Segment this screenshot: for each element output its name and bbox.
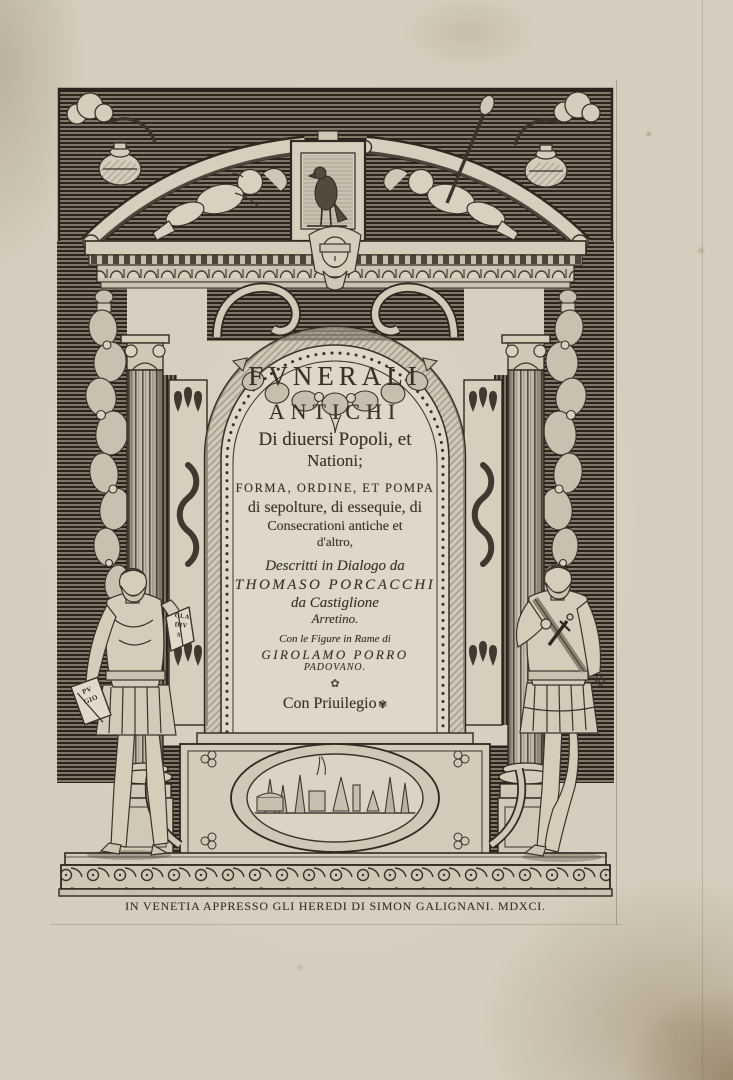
paper-fold-line <box>702 0 703 1080</box>
fleuron-ornament-icon: ✿ <box>330 676 340 690</box>
author-name: THOMASO PORCACCHI <box>234 576 436 593</box>
plate-mark-line <box>616 80 617 925</box>
pedestal <box>149 744 521 860</box>
theme-line-1: FORMA, ORDINE, ET POMPA <box>235 480 435 495</box>
author-origin-2: Arretino. <box>311 611 359 627</box>
engraver-origin: PADOVANO. <box>303 662 367 674</box>
subtitle-line-2: Nationi; <box>307 451 363 471</box>
privilege-line <box>210 695 460 712</box>
subtitle-line-1: Di diuersi Popoli, et <box>258 428 412 450</box>
title-line-1: FVNERALI <box>248 361 422 391</box>
privilege-text: Con Priuilegio <box>282 694 377 712</box>
pilaster-right <box>464 380 502 725</box>
title-text-block <box>210 362 460 712</box>
privilege-fleuron-icon: ✾ <box>377 697 388 711</box>
publisher-imprint: IN VENETIA APPRESSO GLI HEREDI DI SIMON GALIGNANI. MDXCI. <box>125 899 546 913</box>
theme-line-4: d'altro, <box>317 533 353 549</box>
bird-plaque <box>291 131 365 241</box>
gladius-book-label: GLA DIV S. <box>174 612 191 640</box>
theme-line-2: di sepolture, di essequie, di <box>247 499 423 517</box>
engraver-name: GIROLAMO PORRO <box>261 647 409 663</box>
pilaster-left <box>169 380 207 725</box>
engraver-intro: Con le Figure in Rame di <box>279 633 391 646</box>
byline-intro: Descritti in Dialogo da <box>265 557 405 574</box>
author-origin-1: da Castiglione <box>291 595 379 612</box>
theme-line-3: Consecrationi antiche et <box>267 518 403 534</box>
plate-mark-bottom-line <box>50 924 622 925</box>
pugio-book-label: PV GIO <box>80 684 100 707</box>
title-line-2: ANTICHI <box>268 399 402 425</box>
